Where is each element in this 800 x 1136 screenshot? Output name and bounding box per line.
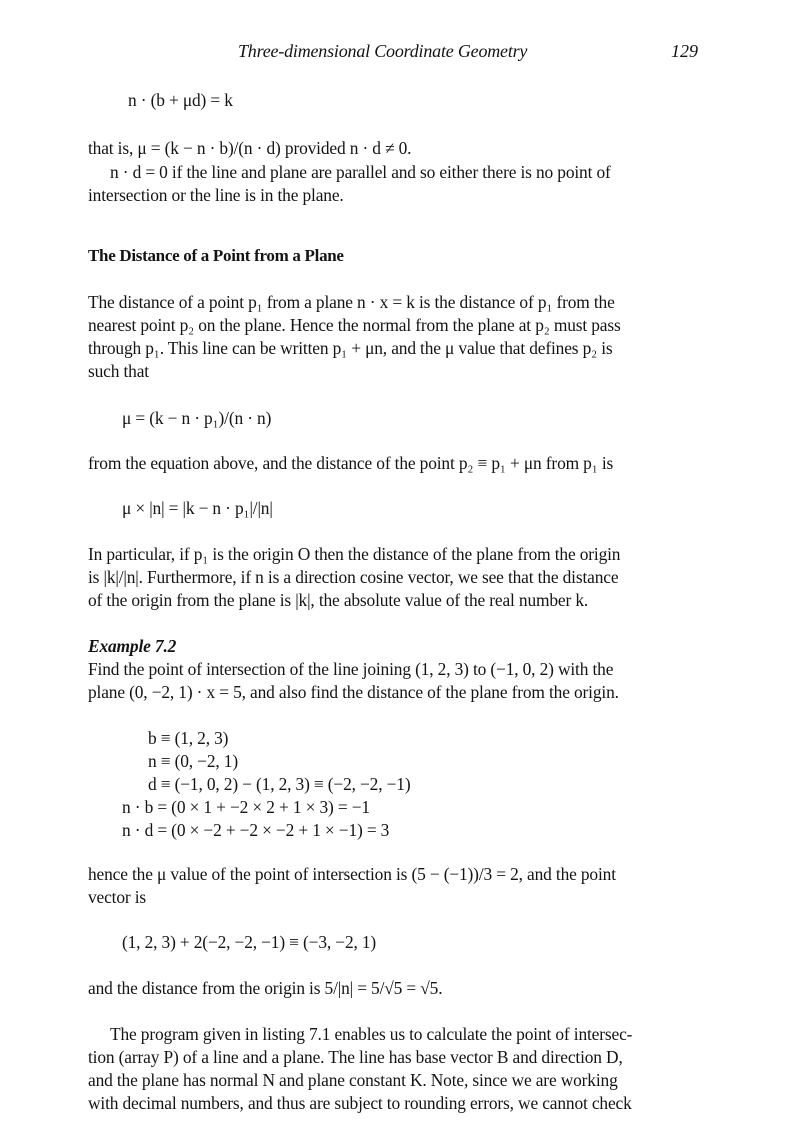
running-header: Three-dimensional Coordinate Geometry	[238, 41, 528, 61]
equation-distance: μ × |n| = |k − n · p₁|/|n|	[122, 498, 273, 518]
page-number: 129	[671, 41, 698, 61]
text-line: of the origin from the plane is |k|, the absolute value of the real number k.	[88, 590, 589, 610]
text-line: n · d = 0 if the line and plane are parallel and so either there is no point of	[110, 162, 611, 182]
example-label: Example 7.2	[88, 636, 177, 656]
text-line: is |k|/|n|. Furthermore, if n is a direction cosine vector, we see that the distance	[88, 567, 619, 587]
text-line: and the plane has normal N and plane constant K. Note, since we are working	[88, 1070, 618, 1090]
text-line: such that	[88, 361, 149, 381]
text-line: In particular, if p₁ is the origin O then the distance of the plane from the origin	[88, 544, 621, 564]
text-line: and the distance from the origin is 5/|n| = 5/√5 = √5.	[88, 978, 443, 998]
text-line: Find the point of intersection of the line joining (1, 2, 3) to (−1, 0, 2) with the	[88, 659, 614, 679]
text-line: nearest point p₂ on the plane. Hence the normal from the plane at p₂ must pass	[88, 315, 621, 335]
text-line: hence the μ value of the point of intersection is (5 − (−1))/3 = 2, and the point	[88, 864, 616, 884]
text-line: through p₁. This line can be written p₁ + μn, and the μ value that defines p₂ is	[88, 338, 613, 358]
text-line: that is, μ = (k − n · b)/(n · d) provided n · d ≠ 0.	[88, 138, 412, 158]
text-line: The distance of a point p₁ from a plane n · x = k is the distance of p₁ from the	[88, 292, 615, 312]
text-line: plane (0, −2, 1) · x = 5, and also find the distance of the plane from the origin.	[88, 682, 619, 702]
text-line: tion (array P) of a line and a plane. The line has base vector B and direction D,	[88, 1047, 623, 1067]
section-heading: The Distance of a Point from a Plane	[88, 246, 344, 265]
work-line: n · b = (0 × 1 + −2 × 2 + 1 × 3) = −1	[122, 797, 370, 817]
text-line: vector is	[88, 887, 147, 907]
equation-mu: μ = (k − n · p₁)/(n · n)	[122, 408, 272, 428]
text-line: The program given in listing 7.1 enables us to calculate the point of intersec-	[110, 1024, 633, 1044]
work-line: n · d = (0 × −2 + −2 × −2 + 1 × −1) = 3	[122, 820, 390, 840]
work-line: n ≡ (0, −2, 1)	[148, 751, 238, 771]
work-line: b ≡ (1, 2, 3)	[148, 728, 229, 748]
text-line: with decimal numbers, and thus are subject to rounding errors, we cannot check	[88, 1093, 632, 1113]
text-line: from the equation above, and the distance of the point p₂ ≡ p₁ + μn from p₁ is	[88, 453, 614, 473]
work-line: d ≡ (−1, 0, 2) − (1, 2, 3) ≡ (−2, −2, −1)	[148, 774, 411, 794]
equation-line-plane-intersection: n · (b + μd) = k	[128, 90, 233, 110]
text-line: intersection or the line is in the plane.	[88, 185, 344, 205]
point-vector-equation: (1, 2, 3) + 2(−2, −2, −1) ≡ (−3, −2, 1)	[122, 932, 377, 952]
